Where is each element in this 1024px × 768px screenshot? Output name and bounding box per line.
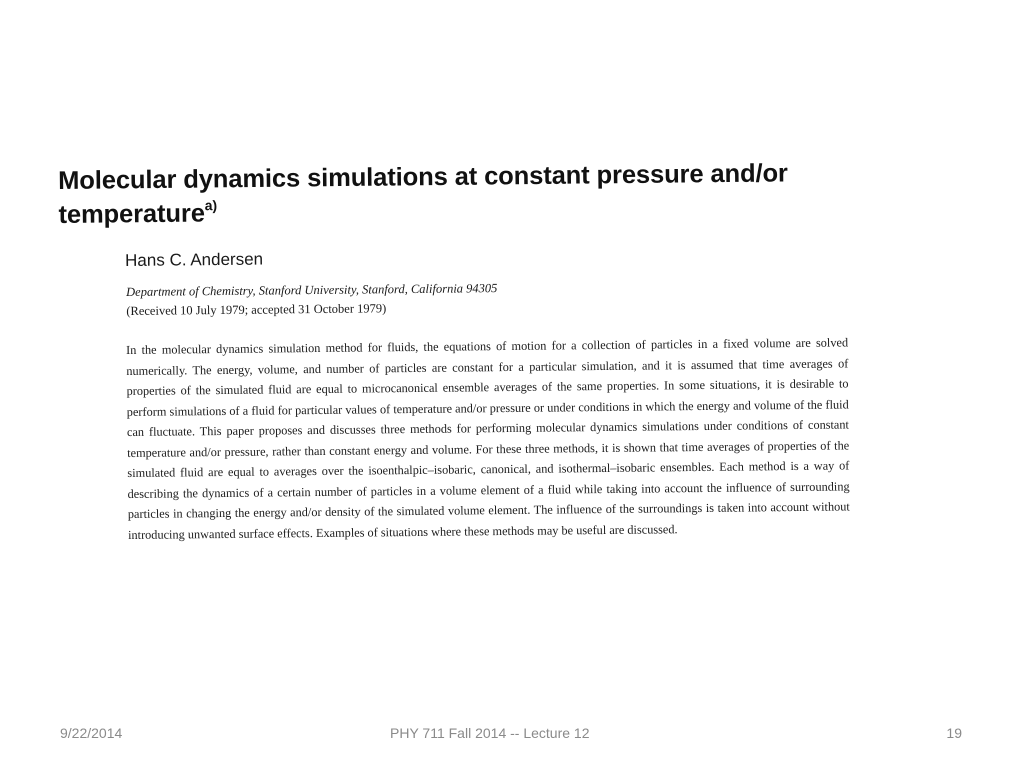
paper-title-text: Molecular dynamics simulations at constant pressure and/or temperature (58, 159, 788, 229)
paper-affiliation: Department of Chemistry, Stanford University, Stanford, California 94305 (126, 281, 498, 299)
paper-affiliation-block (126, 277, 746, 321)
scanned-paper-image (48, 130, 960, 635)
paper-received-dates: (Received 10 July 1979; accepted 31 October 1979) (126, 301, 387, 318)
paper-abstract: In the molecular dynamics simulation method for fluids, the equations of motion for a collection of particles in a fixed volume are solved numerically. The energy, volume, and number of particles are constant for a particular simulation, and it is assumed that time averages of properties of the simulated fluid are equal to microcanonical ensemble averages of the same properties. In some situations, it is desirable to perform simulations of a fluid for particular values of temperature and/or pressure or under conditions in which the energy and volume of the fluid can fluctuate. This paper proposes and discusses three methods for performing molecular dynamics simulations under conditions of constant temperature and/or pressure, rather than constant energy and volume. For these three methods, it is shown that time averages of properties of the simulated fluid are equal to averages over the isoenthalpic–isobaric, canonical, and isothermal–isobaric ensembles. Each method is a way of describing the dynamics of a certain number of particles in a volume element of a fluid while taking into account the influence of surrounding particles in changing the energy and/or density of the simulated volume element. The influence of the surroundings is taken into account without introducing unwanted surface effects. Examples of situations where these methods may be useful are discussed. (126, 335, 850, 542)
footer-course-title: PHY 711 Fall 2014 -- Lecture 12 (390, 725, 590, 741)
paper-title (58, 155, 954, 232)
footer-date: 9/22/2014 (60, 725, 123, 741)
title-footnote-marker: a) (204, 197, 218, 214)
paper-author: Hans C. Andersen (125, 249, 264, 270)
footer-page-number: 19 (946, 725, 962, 741)
